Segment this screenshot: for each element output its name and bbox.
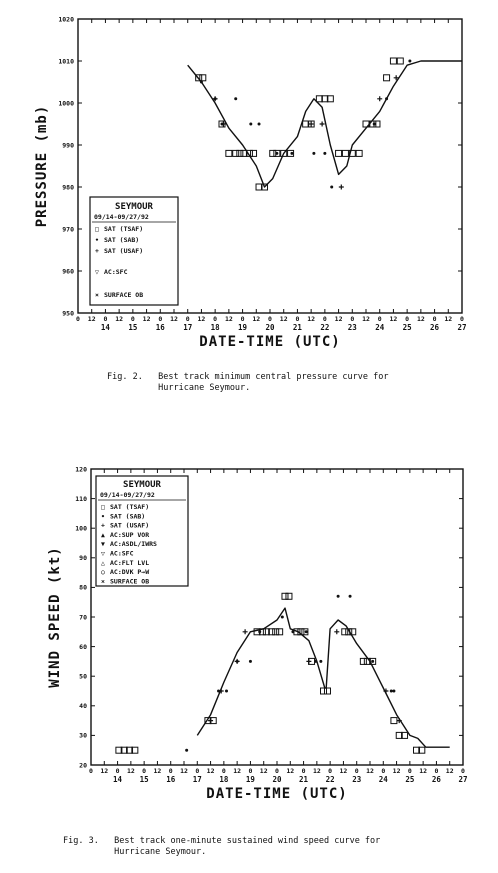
data-point-dot bbox=[323, 152, 326, 155]
x-tick-label: 12 bbox=[419, 767, 428, 775]
fig2-caption-line2: Hurricane Seymour. bbox=[107, 383, 251, 393]
data-point-plus bbox=[306, 659, 311, 664]
x-tick-label: 12 bbox=[362, 315, 370, 323]
data-point-square bbox=[233, 150, 239, 156]
data-point-square bbox=[342, 629, 348, 635]
x-tick-label: 12 bbox=[286, 767, 295, 775]
data-point-dot bbox=[305, 630, 308, 633]
legend-entry-symbol: • bbox=[101, 512, 105, 521]
x-day-label: 21 bbox=[292, 323, 302, 332]
legend-entry-symbol: □ bbox=[101, 503, 105, 511]
data-point-dot bbox=[349, 595, 352, 598]
data-point-square bbox=[251, 150, 257, 156]
data-point-square bbox=[226, 150, 232, 156]
x-tick-label: 0 bbox=[405, 315, 410, 323]
data-point-dot bbox=[291, 630, 294, 633]
legend-entry-symbol: + bbox=[101, 521, 105, 530]
data-point-square bbox=[273, 629, 279, 635]
x-tick-label: 0 bbox=[168, 767, 173, 775]
data-point-plus bbox=[339, 185, 344, 190]
data-point-square bbox=[390, 58, 396, 64]
data-point-plus bbox=[377, 96, 382, 101]
data-point-dot bbox=[385, 97, 388, 100]
y-tick-label: 50 bbox=[79, 672, 87, 681]
legend-entry-label: SAT (USAF) bbox=[110, 521, 150, 530]
data-point-square bbox=[237, 150, 243, 156]
x-tick-label: 12 bbox=[392, 767, 401, 775]
x-tick-label: 12 bbox=[87, 315, 96, 323]
x-tick-label: 0 bbox=[248, 767, 253, 775]
fig3-caption bbox=[63, 836, 380, 858]
legend-entry-label: SAT (SAB) bbox=[110, 512, 146, 521]
y-axis-title: PRESSURE (mb) bbox=[34, 104, 50, 228]
legend-entry-label: AC:ASDL/IWRS bbox=[110, 540, 157, 549]
x-day-label: 22 bbox=[320, 323, 330, 332]
x-tick-label: 0 bbox=[158, 315, 163, 323]
x-day-label: 27 bbox=[457, 323, 467, 332]
y-tick-label: 970 bbox=[62, 225, 74, 234]
x-tick-label: 0 bbox=[142, 767, 147, 775]
x-tick-label: 12 bbox=[115, 315, 124, 323]
data-point-dot bbox=[185, 749, 188, 752]
x-tick-label: 0 bbox=[130, 315, 135, 323]
x-day-label: 26 bbox=[431, 775, 441, 784]
data-point-dot bbox=[200, 81, 203, 84]
x-tick-label: 12 bbox=[339, 767, 348, 775]
x-day-label: 25 bbox=[402, 323, 412, 332]
data-point-dot bbox=[373, 123, 376, 126]
pressure-chart bbox=[34, 15, 467, 350]
data-point-dot bbox=[319, 660, 322, 663]
data-point-dot bbox=[249, 660, 252, 663]
x-day-label: 19 bbox=[245, 775, 255, 784]
legend-entry-label: SAT (TSAF) bbox=[104, 225, 144, 233]
data-point-square bbox=[321, 688, 327, 694]
x-tick-label: 0 bbox=[268, 315, 272, 323]
fig3-caption-line1: Fig. 3. Best track one-minute sustained wind speed curve for bbox=[63, 836, 381, 846]
legend-entry-label: AC:SFC bbox=[110, 549, 134, 558]
data-point-square bbox=[286, 593, 292, 599]
legend-entry-symbol: ▼ bbox=[101, 540, 105, 549]
x-tick-label: 0 bbox=[434, 767, 439, 775]
x-tick-label: 12 bbox=[279, 315, 288, 323]
x-day-label: 19 bbox=[238, 323, 248, 332]
data-point-dot bbox=[290, 152, 293, 155]
x-day-label: 14 bbox=[100, 323, 110, 332]
x-day-label: 20 bbox=[272, 775, 282, 784]
y-tick-label: 20 bbox=[79, 761, 87, 770]
x-tick-label: 0 bbox=[221, 767, 226, 775]
y-tick-label: 90 bbox=[79, 554, 87, 563]
wind-speed-chart bbox=[47, 465, 468, 802]
data-point-dot bbox=[314, 660, 317, 663]
x-tick-label: 0 bbox=[322, 315, 327, 323]
x-day-label: 24 bbox=[378, 775, 388, 784]
x-tick-label: 12 bbox=[389, 315, 398, 323]
x-tick-label: 0 bbox=[76, 315, 80, 323]
y-tick-label: 70 bbox=[79, 613, 87, 622]
x-axis-title: DATE-TIME (UTC) bbox=[206, 786, 348, 802]
data-point-square bbox=[282, 593, 288, 599]
data-point-square bbox=[270, 150, 276, 156]
x-day-label: 14 bbox=[113, 775, 123, 784]
x-tick-label: 0 bbox=[89, 767, 93, 775]
x-tick-label: 0 bbox=[461, 767, 465, 775]
x-day-label: 17 bbox=[183, 323, 193, 332]
x-day-label: 15 bbox=[139, 775, 149, 784]
x-tick-label: 0 bbox=[377, 315, 382, 323]
y-tick-label: 80 bbox=[79, 583, 87, 592]
x-tick-label: 12 bbox=[100, 767, 109, 775]
y-tick-label: 1020 bbox=[58, 15, 74, 24]
legend-entry-label: SAT (USAF) bbox=[104, 247, 144, 255]
fig2-caption-line1: Fig. 2. Best track minimum central pressure curve for bbox=[107, 372, 389, 382]
x-tick-label: 0 bbox=[381, 767, 386, 775]
legend-entry-label: SURFACE OB bbox=[110, 577, 150, 586]
data-point-dot bbox=[392, 690, 395, 693]
x-day-label: 18 bbox=[219, 775, 229, 784]
y-axis-title: WIND SPEED (kt) bbox=[47, 546, 63, 688]
x-day-label: 21 bbox=[299, 775, 309, 784]
x-tick-label: 12 bbox=[307, 315, 316, 323]
y-tick-label: 60 bbox=[79, 642, 87, 651]
x-day-label: 16 bbox=[166, 775, 176, 784]
fig3-caption-line2: Hurricane Seymour. bbox=[63, 847, 207, 857]
x-tick-label: 12 bbox=[142, 315, 151, 323]
x-day-label: 20 bbox=[265, 323, 275, 332]
y-tick-label: 980 bbox=[62, 183, 74, 192]
x-tick-label: 0 bbox=[275, 767, 279, 775]
x-tick-label: 12 bbox=[334, 315, 343, 323]
data-point-square bbox=[384, 75, 390, 81]
legend-entry-symbol: ▲ bbox=[101, 530, 105, 539]
x-tick-label: 0 bbox=[213, 315, 218, 323]
data-point-square bbox=[391, 718, 397, 724]
legend-entry-label: AC:SFC bbox=[104, 268, 128, 276]
best-track-curve bbox=[197, 608, 449, 747]
y-tick-label: 30 bbox=[79, 731, 87, 740]
x-tick-label: 12 bbox=[126, 767, 135, 775]
x-tick-label: 12 bbox=[224, 315, 233, 323]
data-point-square bbox=[342, 150, 348, 156]
x-tick-label: 12 bbox=[197, 315, 206, 323]
x-tick-label: 0 bbox=[460, 315, 464, 323]
legend-entry-symbol: △ bbox=[101, 558, 105, 567]
x-tick-label: 0 bbox=[195, 767, 200, 775]
y-tick-label: 950 bbox=[62, 309, 74, 318]
x-tick-label: 12 bbox=[312, 767, 321, 775]
x-day-label: 26 bbox=[430, 323, 440, 332]
x-day-label: 16 bbox=[155, 323, 165, 332]
data-point-square bbox=[324, 688, 330, 694]
data-point-plus bbox=[235, 659, 240, 664]
data-point-square bbox=[360, 658, 366, 664]
data-point-dot bbox=[408, 60, 411, 63]
data-point-dot bbox=[234, 97, 237, 100]
x-tick-label: 12 bbox=[416, 315, 425, 323]
legend-entry-symbol: ▽ bbox=[101, 549, 105, 558]
x-tick-label: 12 bbox=[444, 315, 453, 323]
data-point-dot bbox=[258, 630, 261, 633]
x-day-label: 23 bbox=[347, 323, 357, 332]
x-tick-label: 12 bbox=[170, 315, 178, 323]
data-point-dot bbox=[337, 595, 340, 598]
data-point-square bbox=[356, 150, 362, 156]
data-point-dot bbox=[281, 616, 284, 619]
x-tick-label: 12 bbox=[153, 767, 162, 775]
legend-subtitle: 09/14-09/27/92 bbox=[94, 213, 149, 221]
x-tick-label: 0 bbox=[103, 315, 108, 323]
x-day-label: 15 bbox=[128, 323, 138, 332]
x-tick-label: 0 bbox=[295, 315, 300, 323]
x-day-label: 27 bbox=[458, 775, 468, 784]
x-tick-label: 0 bbox=[301, 767, 306, 775]
y-tick-label: 990 bbox=[62, 141, 74, 150]
data-point-plus bbox=[243, 629, 248, 634]
data-point-square bbox=[200, 75, 206, 81]
x-tick-label: 0 bbox=[328, 767, 333, 775]
x-tick-label: 12 bbox=[259, 767, 268, 775]
legend-entry-label: SAT (TSAF) bbox=[110, 503, 150, 511]
y-tick-label: 110 bbox=[75, 494, 87, 503]
data-point-dot bbox=[225, 690, 228, 693]
data-point-dot bbox=[312, 152, 315, 155]
data-point-plus bbox=[334, 629, 339, 634]
data-point-dot bbox=[249, 123, 252, 126]
x-tick-label: 0 bbox=[185, 315, 190, 323]
data-point-dot bbox=[330, 186, 333, 189]
legend-title: SEYMOUR bbox=[115, 202, 153, 212]
x-tick-label: 12 bbox=[233, 767, 242, 775]
legend-entry-label: SAT (SAB) bbox=[104, 236, 140, 244]
data-point-dot bbox=[390, 690, 393, 693]
x-day-label: 18 bbox=[210, 323, 220, 332]
x-tick-label: 0 bbox=[115, 767, 120, 775]
y-tick-label: 1000 bbox=[58, 99, 74, 108]
data-point-plus bbox=[208, 718, 213, 723]
legend-entry-symbol: × bbox=[101, 577, 105, 586]
x-day-label: 22 bbox=[325, 775, 335, 784]
x-day-label: 24 bbox=[375, 323, 385, 332]
data-point-square bbox=[277, 629, 283, 635]
y-tick-label: 120 bbox=[75, 465, 87, 474]
y-tick-label: 100 bbox=[75, 524, 87, 533]
y-tick-label: 1010 bbox=[58, 57, 74, 66]
x-tick-label: 12 bbox=[445, 767, 454, 775]
y-tick-label: 40 bbox=[79, 702, 87, 711]
legend-title: SEYMOUR bbox=[123, 480, 161, 490]
x-day-label: 23 bbox=[352, 775, 362, 784]
legend-entry-label: AC:DVK P→W bbox=[110, 568, 150, 577]
data-point-plus bbox=[320, 122, 325, 127]
data-point-square bbox=[397, 58, 403, 64]
x-axis-title: DATE-TIME (UTC) bbox=[199, 334, 341, 350]
data-point-dot bbox=[371, 660, 374, 663]
legend-entry-symbol: • bbox=[95, 236, 99, 244]
legend-entry-symbol: × bbox=[95, 291, 99, 299]
x-tick-label: 12 bbox=[206, 767, 215, 775]
x-day-label: 17 bbox=[192, 775, 202, 784]
y-tick-label: 960 bbox=[62, 267, 74, 276]
data-point-dot bbox=[275, 152, 278, 155]
x-tick-label: 0 bbox=[432, 315, 437, 323]
data-point-plus bbox=[309, 122, 314, 127]
legend-entry-label: SURFACE OB bbox=[104, 291, 144, 299]
legend-entry-symbol: □ bbox=[95, 225, 99, 233]
legend-entry-label: AC:FLT LVL bbox=[110, 558, 150, 567]
legend-entry-symbol: ▽ bbox=[95, 268, 99, 276]
legend-entry-symbol: ○ bbox=[101, 568, 105, 577]
data-point-square bbox=[336, 150, 342, 156]
x-tick-label: 0 bbox=[354, 767, 359, 775]
x-tick-label: 12 bbox=[252, 315, 261, 323]
x-tick-label: 0 bbox=[350, 315, 355, 323]
best-track-curve bbox=[188, 61, 462, 187]
legend-entry-label: AC:SUP VOR bbox=[110, 530, 150, 539]
x-day-label: 25 bbox=[405, 775, 415, 784]
legend-entry-symbol: + bbox=[95, 247, 99, 255]
legend-subtitle: 09/14-09/27/92 bbox=[100, 491, 155, 499]
x-tick-label: 0 bbox=[407, 767, 412, 775]
legend-box bbox=[96, 476, 188, 586]
fig2-caption bbox=[107, 372, 388, 394]
x-tick-label: 0 bbox=[240, 315, 245, 323]
x-tick-label: 12 bbox=[180, 767, 188, 775]
legend-box bbox=[90, 197, 178, 305]
x-tick-label: 12 bbox=[366, 767, 374, 775]
data-point-dot bbox=[258, 123, 261, 126]
